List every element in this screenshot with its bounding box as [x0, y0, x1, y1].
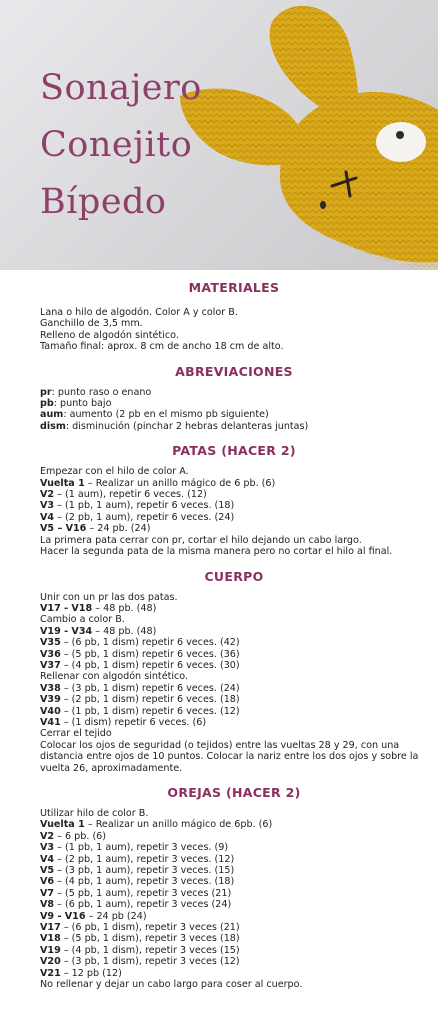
title-line-2: Conejito: [40, 125, 193, 165]
instruction-text: Cambio a color B.: [40, 614, 125, 626]
instruction-label: V41: [40, 716, 61, 728]
instruction-text: – 6 pb. (6): [54, 830, 107, 842]
instruction-label: Vuelta 1: [40, 819, 85, 831]
patas-line: [40, 512, 428, 523]
instruction-label: V8: [40, 899, 55, 911]
instruction-text: – 12 pb (12): [60, 967, 122, 979]
patas-line: [40, 500, 428, 511]
instruction-text: Lana o hilo de algodón. Color A y color B.: [40, 307, 238, 318]
instruction-text: Hacer la segunda pata de la misma manera pero no cortar el hilo al final.: [40, 546, 393, 558]
instruction-text: – (1 pb, 1 aum), repetir 6 veces. (18): [54, 500, 235, 512]
instruction-text: – (6 pb, 1 aum), repetir 3 veces (24): [54, 899, 232, 911]
instruction-text: Tamaño final: aprox. 8 cm de ancho 18 cm de alto.: [40, 341, 284, 353]
cuerpo-line: [40, 637, 428, 648]
cuerpo-line: [40, 614, 428, 625]
bunny-pupil: [396, 131, 404, 139]
materiales-line: [40, 318, 428, 329]
instruction-text: – Realizar un anillo mágico de 6pb. (6): [84, 819, 273, 831]
instruction-label: V20: [40, 956, 61, 968]
instruction-text: Unir con un pr las dos patas.: [40, 591, 178, 603]
orejas-line: [40, 808, 428, 819]
instruction-text: – (2 pb, 1 dism) repetir 6 veces. (18): [60, 694, 240, 706]
instruction-label: V21: [40, 967, 61, 979]
instruction-text: – (3 pb, 1 dism) repetir 6 veces. (24): [60, 682, 240, 694]
orejas-line: [40, 979, 428, 990]
patas-list: [40, 466, 428, 557]
orejas-list: [40, 808, 428, 991]
instruction-label: V35: [40, 637, 61, 649]
instruction-label: dism: [40, 420, 66, 432]
instruction-text: – (3 pb, 1 aum), repetir 3 veces. (15): [54, 865, 235, 877]
instruction-text: : punto raso o enano: [51, 386, 152, 398]
orejas-line: [40, 956, 428, 967]
page-title: [40, 60, 202, 231]
instruction-text: – (2 pb, 1 aum), repetir 6 veces. (24): [54, 511, 235, 523]
abreviaciones-line: [40, 421, 428, 432]
cuerpo-line: [40, 740, 428, 774]
instruction-label: V39: [40, 694, 61, 706]
instruction-label: V17: [40, 922, 61, 934]
instruction-text: – (2 pb, 1 aum), repetir 3 veces. (12): [54, 853, 235, 865]
orejas-heading: OREJAS (HACER 2): [167, 785, 301, 800]
orejas-line: [40, 968, 428, 979]
title-line-1: Sonajero: [40, 68, 202, 108]
instruction-text: La primera pata cerrar con pr, cortar el hilo dejando un cabo largo.: [40, 534, 362, 546]
instruction-text: – (5 pb, 1 dism), repetir 3 veces (18): [60, 933, 240, 945]
materiales-line: [40, 341, 428, 352]
instruction-text: – (4 pb, 1 dism) repetir 6 veces. (30): [60, 659, 240, 671]
cuerpo-heading: CUERPO: [204, 568, 264, 584]
hero-image: [0, 0, 438, 270]
cuerpo-line: [40, 728, 428, 739]
materiales-heading: MATERIALES: [188, 280, 280, 295]
patas-heading: PATAS (HACER 2): [172, 443, 296, 459]
instruction-text: – 48 pb. (48): [92, 602, 157, 614]
instruction-label: V3: [40, 500, 55, 512]
orejas-line: [40, 888, 428, 899]
orejas-line: [40, 854, 428, 865]
orejas-line: [40, 933, 428, 944]
instruction-text: : punto bajo: [53, 398, 112, 410]
cuerpo-line: [40, 592, 428, 603]
instruction-label: V5 – V16: [40, 523, 87, 535]
instruction-label: pb: [40, 398, 54, 410]
instruction-text: – (5 pb, 1 aum), repetir 3 veces (21): [54, 887, 232, 899]
abreviaciones-heading: ABREVIACIONES: [175, 363, 293, 379]
instruction-label: V37: [40, 659, 61, 671]
patas-line: [40, 489, 428, 500]
cuerpo-line: [40, 671, 428, 682]
instruction-label: V3: [40, 842, 55, 854]
orejas-line: [40, 876, 428, 887]
instruction-text: – (3 pb, 1 dism), repetir 3 veces (12): [60, 956, 240, 968]
title-line-3: Bípedo: [40, 182, 167, 222]
instruction-text: Rellenar con algodón sintético.: [40, 671, 189, 683]
materiales-line: [40, 330, 428, 341]
orejas-line: [40, 831, 428, 842]
cuerpo-line: [40, 694, 428, 705]
instruction-label: V7: [40, 887, 55, 899]
cuerpo-line: [40, 660, 428, 671]
cuerpo-line: [40, 683, 428, 694]
instruction-label: V19: [40, 944, 61, 956]
orejas-line: [40, 945, 428, 956]
instruction-label: pr: [40, 386, 52, 398]
instruction-text: – Realizar un anillo mágico de 6 pb. (6): [84, 477, 276, 489]
pattern-content: [0, 270, 438, 991]
abreviaciones-line: [40, 387, 428, 398]
instruction-text: No rellenar y dejar un cabo largo para coser al cuerpo.: [40, 979, 303, 991]
instruction-text: – (5 pb, 1 dism) repetir 6 veces. (36): [60, 648, 240, 660]
orejas-line: [40, 899, 428, 910]
orejas-line: [40, 819, 428, 830]
instruction-label: V6: [40, 876, 55, 888]
instruction-label: V19 - V34: [40, 625, 93, 637]
instruction-text: Cerrar el tejido: [40, 728, 112, 740]
patas-line: [40, 535, 428, 546]
instruction-label: V2: [40, 830, 55, 842]
instruction-text: – (6 pb, 1 dism), repetir 3 veces (21): [60, 922, 240, 934]
patas-line: [40, 478, 428, 489]
cuerpo-line: [40, 649, 428, 660]
materiales-line: [40, 307, 428, 318]
cuerpo-line: [40, 717, 428, 728]
abreviaciones-list: [40, 387, 428, 433]
instruction-label: V2: [40, 489, 55, 501]
instruction-text: – (1 dism) repetir 6 veces. (6): [60, 716, 207, 728]
instruction-text: – (4 pb, 1 dism), repetir 3 veces (15): [60, 944, 240, 956]
instruction-text: – (1 aum), repetir 6 veces. (12): [54, 489, 207, 501]
instruction-text: : disminución (pinchar 2 hebras delanteras juntas): [65, 420, 309, 432]
abreviaciones-line: [40, 409, 428, 420]
instruction-label: aum: [40, 409, 64, 421]
cuerpo-line: [40, 626, 428, 637]
instruction-text: – (4 pb, 1 aum), repetir 3 veces. (18): [54, 876, 235, 888]
instruction-label: V9 - V16: [40, 910, 86, 922]
abreviaciones-line: [40, 398, 428, 409]
orejas-line: [40, 865, 428, 876]
orejas-line: [40, 911, 428, 922]
patas-line: [40, 466, 428, 477]
patas-line: [40, 523, 428, 534]
cuerpo-list: [40, 592, 428, 775]
instruction-label: V4: [40, 511, 55, 523]
instruction-text: – 24 pb (24): [85, 910, 147, 922]
instruction-text: – (1 pb, 1 aum), repetir 3 veces. (9): [54, 842, 229, 854]
instruction-text: – (1 pb, 1 dism) repetir 6 veces. (12): [60, 705, 240, 717]
instruction-text: Colocar los ojos de seguridad (o tejidos) entre las vueltas 28 y 29, con una distancia entre ojos de 10 puntos. Colocar la nariz entre los dos ojos y sobre la vuelta 26, aproximadamente.: [40, 739, 419, 774]
instruction-label: V4: [40, 853, 55, 865]
instruction-text: – 48 pb. (48): [92, 625, 157, 637]
instruction-label: V38: [40, 682, 61, 694]
materiales-list: [40, 307, 428, 353]
orejas-line: [40, 922, 428, 933]
orejas-line: [40, 842, 428, 853]
cuerpo-line: [40, 603, 428, 614]
instruction-text: – (6 pb, 1 dism) repetir 6 veces. (42): [60, 637, 240, 649]
instruction-text: Relleno de algodón sintético.: [40, 329, 179, 341]
instruction-label: V36: [40, 648, 61, 660]
instruction-label: V17 - V18: [40, 602, 93, 614]
instruction-label: Vuelta 1: [40, 477, 85, 489]
patas-line: [40, 546, 428, 557]
instruction-text: Empezar con el hilo de color A.: [40, 466, 189, 478]
instruction-text: Utilizar hilo de color B.: [40, 808, 149, 819]
instruction-label: V40: [40, 705, 61, 717]
instruction-label: V5: [40, 865, 55, 877]
bunny-eye: [376, 122, 426, 162]
instruction-text: : aumento (2 pb en el mismo pb siguiente): [63, 409, 269, 421]
instruction-label: V18: [40, 933, 61, 945]
instruction-text: Ganchillo de 3,5 mm.: [40, 318, 143, 330]
instruction-text: – 24 pb. (24): [86, 523, 151, 535]
cuerpo-line: [40, 706, 428, 717]
bunny-head: [280, 92, 438, 263]
